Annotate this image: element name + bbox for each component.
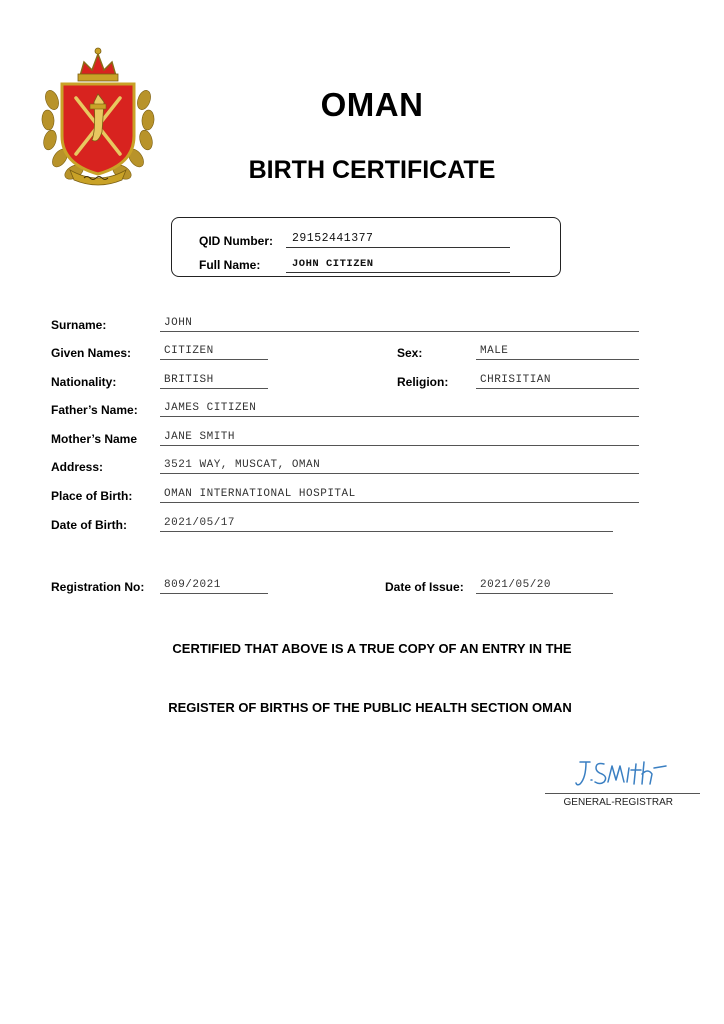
father-name-label: Father’s Name: <box>51 403 138 417</box>
nationality-value: BRITISH <box>160 374 268 389</box>
place-of-birth-value: OMAN INTERNATIONAL HOSPITAL <box>160 488 639 503</box>
address-label: Address: <box>51 460 104 474</box>
registration-no-label: Registration No: <box>51 580 145 594</box>
nationality-label: Nationality: <box>51 375 117 389</box>
religion-value: CHRISITIAN <box>476 374 639 389</box>
date-of-birth-label: Date of Birth: <box>51 518 127 532</box>
mother-name-label: Mother’s Name <box>51 432 138 446</box>
sex-value: MALE <box>476 345 639 360</box>
registration-no-value: 809/2021 <box>160 579 268 594</box>
certification-line-1: CERTIFIED THAT ABOVE IS A TRUE COPY OF AN ENTRY IN THE <box>172 641 572 656</box>
signature-line <box>545 793 700 794</box>
date-of-issue-label: Date of Issue: <box>385 580 464 594</box>
full-name-label: Full Name: <box>199 258 261 272</box>
surname-label: Surname: <box>51 318 107 332</box>
date-of-birth-value: 2021/05/17 <box>160 517 613 532</box>
full-name-value: JOHN CITIZEN <box>286 257 510 273</box>
certification-line-2: REGISTER OF BIRTHS OF THE PUBLIC HEALTH SECTION OMAN <box>168 700 572 715</box>
father-name-value: JAMES CITIZEN <box>160 402 639 417</box>
given-names-label: Given Names: <box>51 346 132 360</box>
mother-name-value: JANE SMITH <box>160 431 639 446</box>
surname-value: JOHN <box>160 317 639 332</box>
country-title: OMAN <box>320 86 424 123</box>
sex-label: Sex: <box>397 346 423 360</box>
given-names-value: CITIZEN <box>160 345 268 360</box>
place-of-birth-label: Place of Birth: <box>51 489 133 503</box>
qid-number-value: 29152441377 <box>286 232 510 248</box>
qid-number-label: QID Number: <box>199 234 274 248</box>
address-value: 3521 WAY, MUSCAT, OMAN <box>160 459 639 474</box>
registrar-signature <box>574 756 670 790</box>
religion-label: Religion: <box>397 375 449 389</box>
date-of-issue-value: 2021/05/20 <box>476 579 613 594</box>
registrar-title: GENERAL-REGISTRAR <box>563 797 673 808</box>
document-title: BIRTH CERTIFICATE <box>248 156 496 184</box>
